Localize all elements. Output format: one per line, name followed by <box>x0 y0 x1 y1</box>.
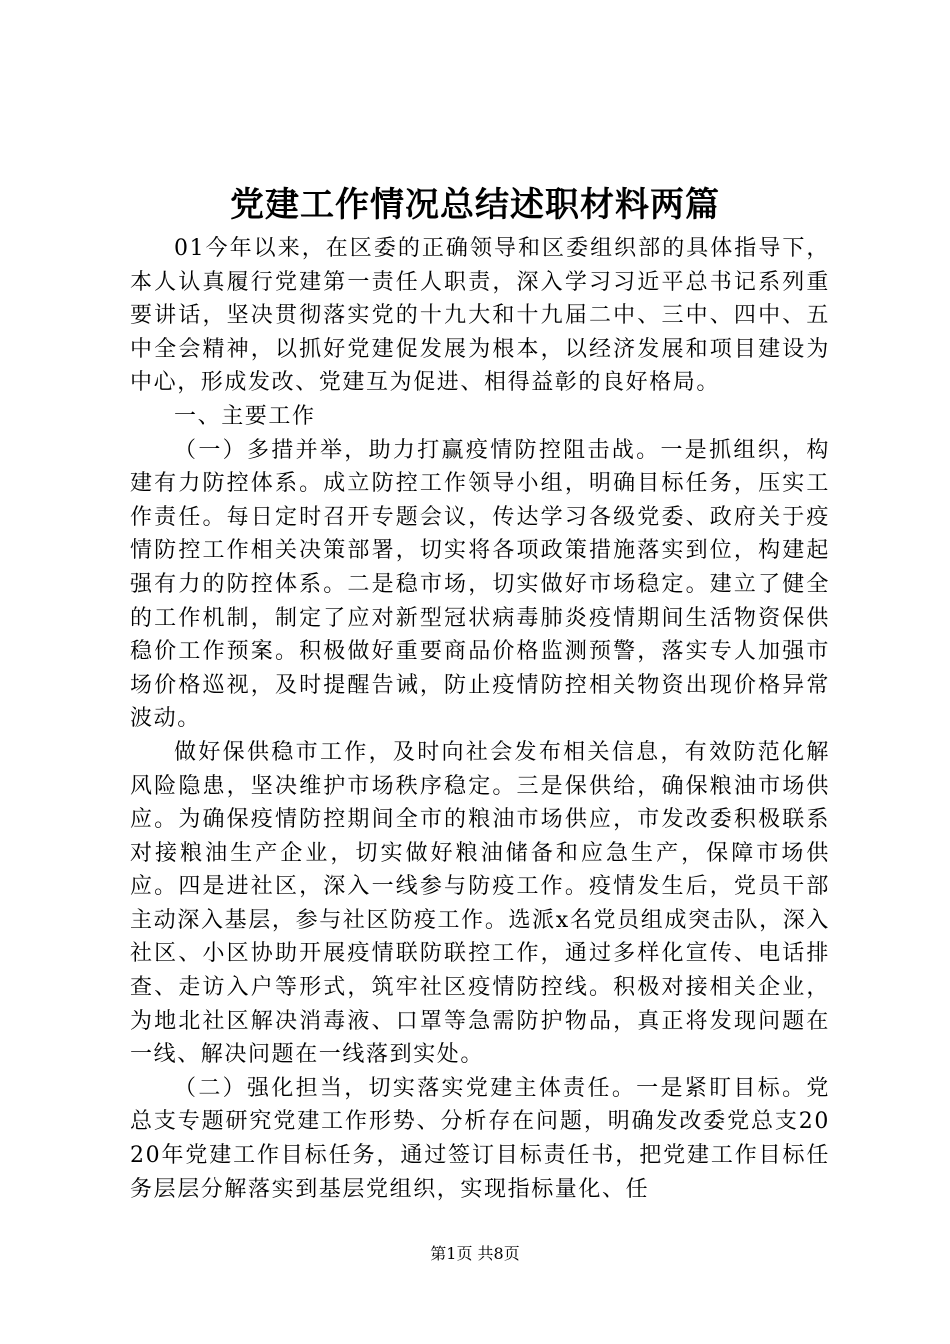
paragraph-epidemic-control: （一）多措并举，助力打赢疫情防控阻击战。一是抓组织，构建有力防控体系。成立防控工作领导小组，明确目标任务，压实工作责任。每日定时召开专题会议，传达学习各级党委、政府关于疫情防控工作相关决策部署，切实将各项政策措施落实到位，构建起强有力的防控体系。二是稳市场，切实做好市场稳定。建立了健全的工作机制，制定了应对新型冠状病毒肺炎疫情期间生活物资保供稳价工作预案。积极做好重要商品价格监测预警，落实专人加强市场价格巡视，及时提醒告诫，防止疫情防控相关物资出现价格异常波动。 <box>130 437 830 732</box>
paragraph-intro: 01今年以来，在区委的正确领导和区委组织部的具体指导下，本人认真履行党建第一责任人职责，深入学习习近平总书记系列重要讲话，坚决贯彻落实党的十九大和十九届二中、三中、四中、五中全会精神，以抓好党建促发展为根本，以经济发展和项目建设为中心，形成发改、党建互为促进、相得益彰的良好格局。 <box>130 236 830 396</box>
section-heading-main-work: 一、主要工作 <box>174 403 316 429</box>
paragraph-party-responsibility: （二）强化担当，切实落实党建主体责任。一是紧盯目标。党总支专题研究党建工作形势、分析存在问题，明确发改委党总支2020年党建工作目标任务，通过签订目标责任书，把党建工作目标任务层层分解落实到基层党组织，实现指标量化、任 <box>130 1075 830 1202</box>
document-body <box>130 232 830 1206</box>
page-number-footer: 第1页 共8页 <box>430 1244 520 1263</box>
document-title: 党建工作情况总结述职材料两篇 <box>230 185 720 225</box>
paragraph-supply-stability: 做好保供稳市工作，及时向社会发布相关信息，有效防范化解风险隐患，坚决维护市场秩序稳定。三是保供给，确保粮油市场供应。为确保疫情防控期间全市的粮油市场供应，市发改委积极联系对接粮油生产企业，切实做好粮油储备和应急生产，保障市场供应。四是进社区，深入一线参与防疫工作。疫情发生后，党员干部主动深入基层，参与社区防疫工作。选派x名党员组成突击队，深入社区、小区协助开展疫情联防联控工作，通过多样化宣传、电话排查、走访入户等形式，筑牢社区疫情防控线。积极对接相关企业，为地北社区解决消毒液、口罩等急需防护物品，真正将发现问题在一线、解决问题在一线落到实处。 <box>130 739 830 1068</box>
